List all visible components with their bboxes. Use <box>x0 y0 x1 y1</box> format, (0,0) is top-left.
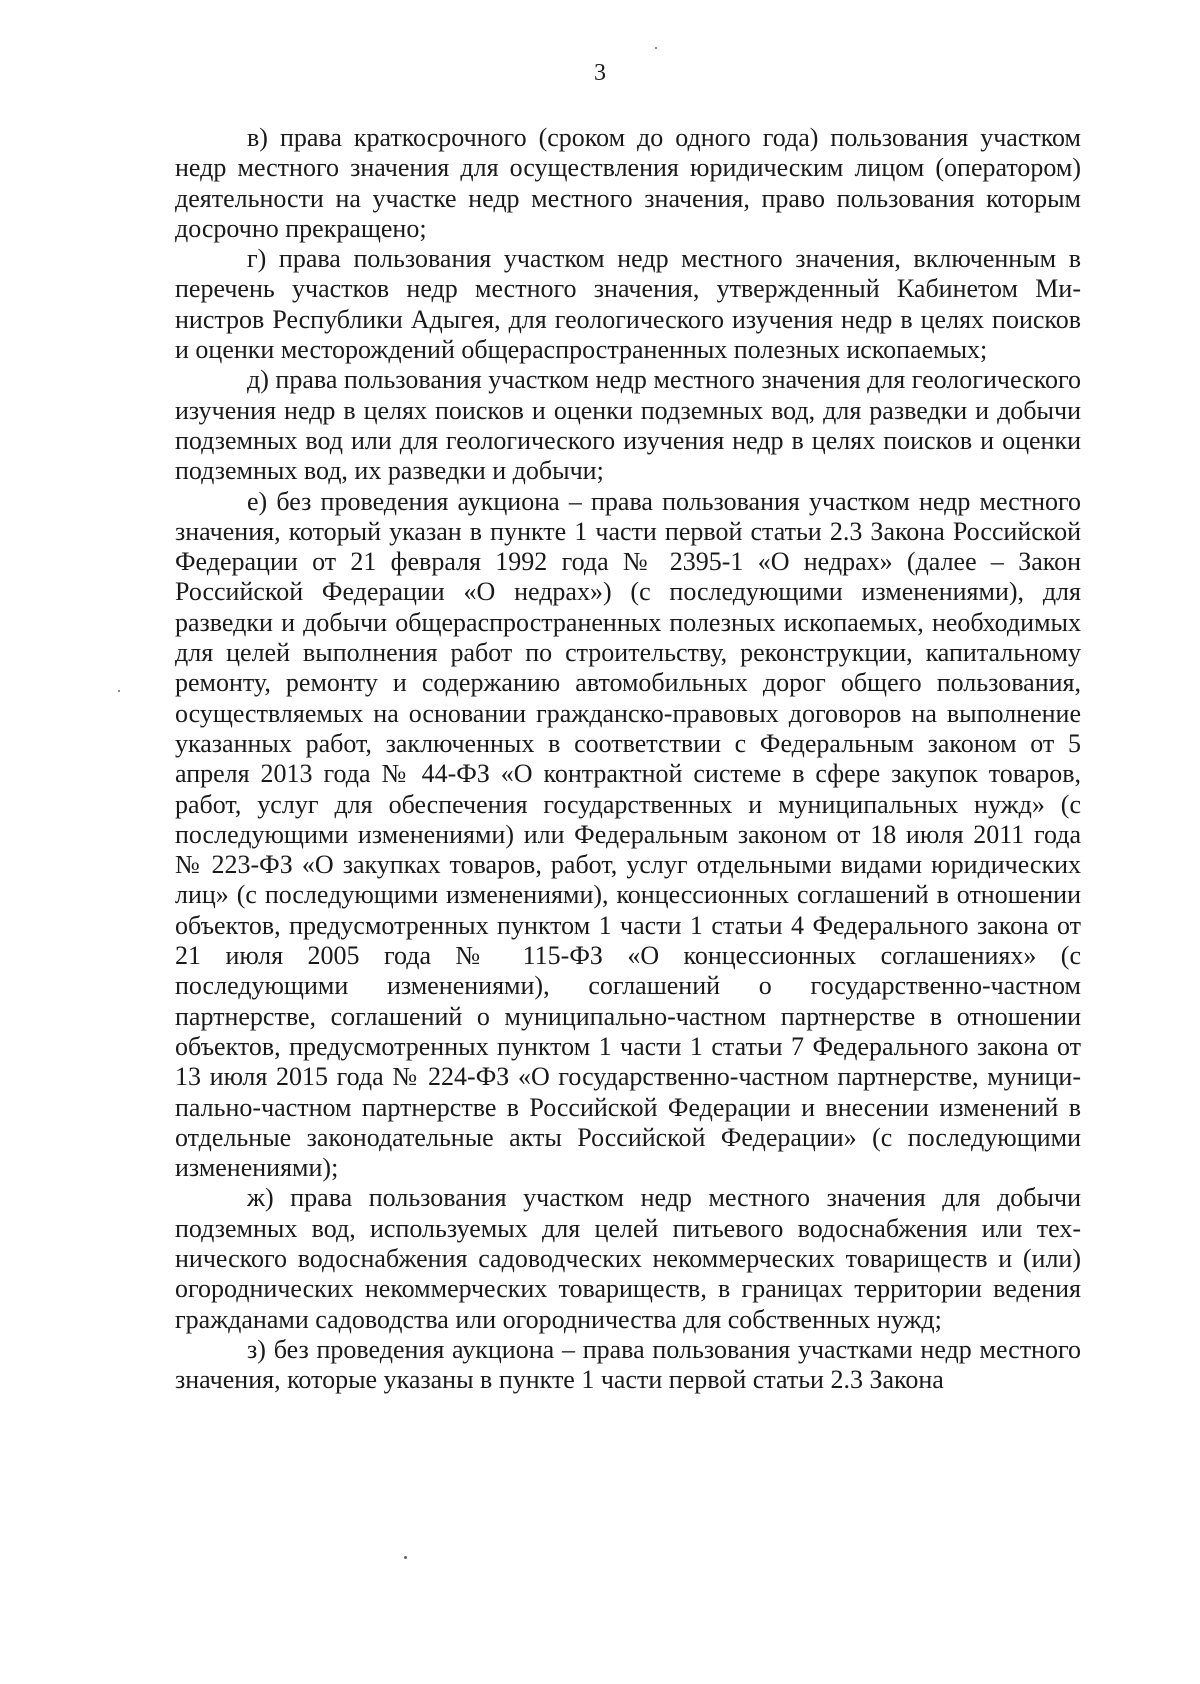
paragraph-v: в) права краткосрочного (сроком до одного года) пользования участком недр местного значения для осуществления юридическим лицом (оператором) деятельности на участке недр местного значения, право пользования которым досрочно прекращено; <box>175 123 1081 243</box>
paragraph-e: е) без проведения аукциона – права пользования участком недр местного значения, который указан в пункте 1 части первой статьи 2.3 Закона Российской Федерации от 21 февраля 1992 года № 2395-1 «О недрах» (далее – Закон Российской Федерации «О недрах») (с последующими изменениями), для разведки и добычи общераспространенных полезных ископаемых, необходимых для целей выполнения работ по строительству, реконструкции, капитальному ремонту, ремонту и содержанию автомобильных дорог общего пользования, осуществляемых на основании гражданско-правовых договоров на выполнение указанных работ, заключенных в соответствии с Федеральным законом от 5 апреля 2013 года № 44-ФЗ «О контрактной системе в сфере закупок товаров, работ, услуг для обеспечения государственных и муниципальных нужд» (с последующими изменениями) или Федеральным законом от 18 июля 2011 года № 223-ФЗ «О закупках товаров, работ, услуг отдельными видами юридических лиц» (с последующими изменениями), концессионных соглашений в отношении объектов, предусмотренных пунктом 1 части 1 статьи 4 Федерального закона от 21 июля 2005 года № 115-ФЗ «О концессионных соглашениях» (с последующими изменениями), соглашений о государственно-частном партнерстве, соглашений о муниципально-частном партнерстве в отношении объектов, предусмотренных пунктом 1 части 1 статьи 7 Федерального закона от 13 июля 2015 года № 224-ФЗ «О государственно-частном партнерстве, муниципально-частном партнерстве в Российской Федерации и внесении изменений в отдельные законодательные акты Российской Федерации» (с последующими изменениями); <box>175 486 1081 1183</box>
document-body <box>175 123 1081 1395</box>
scan-speck <box>655 47 657 49</box>
scan-speck <box>404 1556 407 1559</box>
paragraph-g: г) права пользования участком недр местного значения, включенным в перечень участков недр местного значения, утвержденный Кабинетом Министров Республики Адыгея, для геологического изучения недр в целях поисков и оценки месторождений общераспространенных полезных ископаемых; <box>175 244 1081 365</box>
paragraph-zh: ж) права пользования участком недр местного значения для добычи подземных вод, используемых для целей питьевого водоснабжения или технического водоснабжения садоводческих некоммерческих товариществ и (или) огороднических некоммерческих товариществ, в границах территории ведения гражданами садоводства или огородничества для собственных нужд; <box>175 1183 1081 1334</box>
page-number: 3 <box>594 60 606 86</box>
paragraph-d: д) права пользования участком недр местного значения для геологического изучения недр в целях поисков и оценки подземных вод, для разведки и добычи подземных вод или для геологического изучения недр в целях поисков и оценки подземных вод, их разведки и добычи; <box>175 365 1081 486</box>
paragraph-z: з) без проведения аукциона – права пользования участками недр местного значения, которые указаны в пункте 1 части первой статьи 2.3 Закона <box>175 1334 1081 1395</box>
scan-speck <box>118 690 120 692</box>
